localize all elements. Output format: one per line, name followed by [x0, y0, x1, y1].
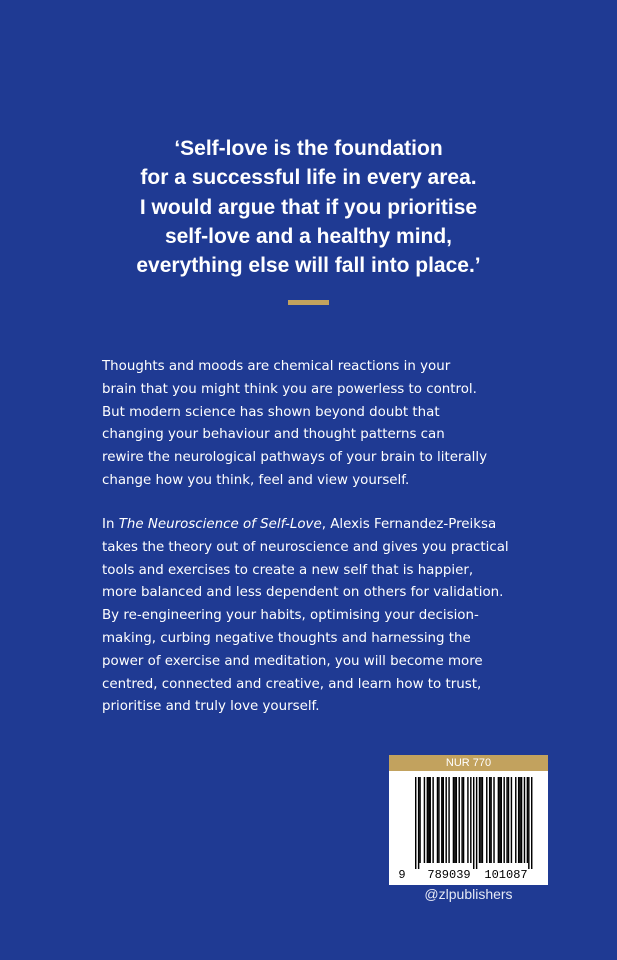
barcode-bar: [515, 777, 516, 863]
nur-label: NUR 770: [389, 755, 548, 771]
text-line: making, curbing negative thoughts and harnessing the: [102, 630, 471, 646]
barcode-bar: [521, 777, 522, 863]
quote-line: ‘Self-love is the foundation: [174, 137, 443, 160]
barcode-bar: [506, 777, 507, 863]
barcode-bar: [524, 777, 525, 863]
barcode-bar: [441, 777, 442, 863]
barcode-bar: [427, 777, 428, 863]
barcode-bar: [519, 777, 520, 863]
barcode-bar: [432, 777, 433, 863]
barcode-bar: [467, 777, 468, 863]
isbn-digit-lead: 9: [398, 868, 406, 882]
barcode-bar: [463, 777, 464, 863]
barcode-bar: [470, 777, 471, 863]
text-line: changing your behaviour and thought patterns can: [102, 427, 445, 443]
publisher-handle: @zlpublishers: [424, 886, 513, 902]
barcode-bar: [456, 777, 457, 863]
barcode-bar: [482, 777, 483, 863]
quote-line: for a successful life in every area.: [140, 166, 477, 190]
text-line: brain that you might think you are powerless to control.: [102, 381, 477, 397]
text-line: change how you think, feel and view yourself.: [102, 472, 410, 488]
barcode-bar: [476, 777, 477, 869]
text-line: more balanced and less dependent on others for validation.: [102, 585, 504, 601]
barcode-bar: [418, 777, 419, 869]
barcode-bar: [415, 777, 416, 869]
barcode-bar: [501, 777, 502, 863]
barcode-bar: [448, 777, 449, 863]
isbn-digits-left: 789039: [427, 868, 471, 882]
barcode-panel: [389, 755, 548, 885]
barcode-bar: [445, 777, 446, 863]
barcode-bar: [459, 777, 460, 863]
text-line: centred, connected and creative, and learn how to trust,: [102, 676, 482, 692]
gold-divider: [288, 300, 329, 305]
barcode-bar: [443, 777, 444, 863]
barcode-bar: [528, 777, 529, 869]
barcode-bar: [489, 777, 490, 863]
barcode-bar: [480, 777, 481, 863]
description-paragraph-1: [102, 356, 522, 493]
barcode-bars: [415, 777, 532, 869]
text-line: tools and exercises to create a new self that is happier,: [102, 562, 474, 578]
text-line: [102, 514, 522, 537]
barcode-bar: [453, 777, 454, 863]
barcode-bar: [511, 777, 512, 863]
barcode-bar: [508, 777, 509, 863]
description-paragraph-2: [102, 514, 522, 719]
barcode-bar: [503, 777, 504, 863]
isbn-digits-right: 101087: [484, 868, 528, 882]
text-line: By re-engineering your habits, optimising your decision-: [102, 608, 479, 624]
barcode-bar: [419, 777, 420, 863]
text-line: takes the theory out of neuroscience and gives you practical: [102, 539, 509, 555]
author-name: , Alexis Fernandez-Preiksa: [321, 517, 497, 532]
barcode-bar: [498, 777, 499, 863]
barcode-bar: [473, 777, 474, 869]
barcode-bar: [461, 777, 462, 863]
text-line: power of exercise and meditation, you will become more: [102, 653, 483, 669]
barcode-bar: [490, 777, 491, 863]
text-line: Thoughts and moods are chemical reactions in your: [102, 359, 451, 374]
text-line: rewire the neurological pathways of your brain to literally: [102, 450, 488, 466]
barcode-bar: [438, 777, 439, 863]
barcode-bar: [454, 777, 455, 863]
quote-line: everything else will fall into place.’: [136, 254, 481, 278]
text-line: prioritise and truly love yourself.: [102, 699, 320, 715]
barcode-bar: [424, 777, 425, 863]
barcode-bar: [430, 777, 431, 863]
barcode-bar: [437, 777, 438, 863]
barcode-bar: [479, 777, 480, 863]
pull-quote: [0, 134, 617, 280]
barcode-bar: [486, 777, 487, 863]
quote-line: self-love and a healthy mind,: [164, 224, 453, 248]
barcode-bar: [531, 777, 532, 869]
isbn-barcode: [389, 771, 548, 885]
book-title: The Neuroscience of Self-Love: [118, 517, 322, 532]
text-prefix: In: [102, 517, 119, 532]
barcode-bar: [518, 777, 519, 863]
barcode-bar: [499, 777, 500, 863]
barcode-bar: [428, 777, 429, 863]
text-line: But modern science has shown beyond doubt that: [102, 404, 440, 420]
barcode-bar: [493, 777, 494, 863]
barcode-bar: [527, 777, 528, 863]
quote-line: I would argue that if you prioritise: [139, 195, 478, 219]
